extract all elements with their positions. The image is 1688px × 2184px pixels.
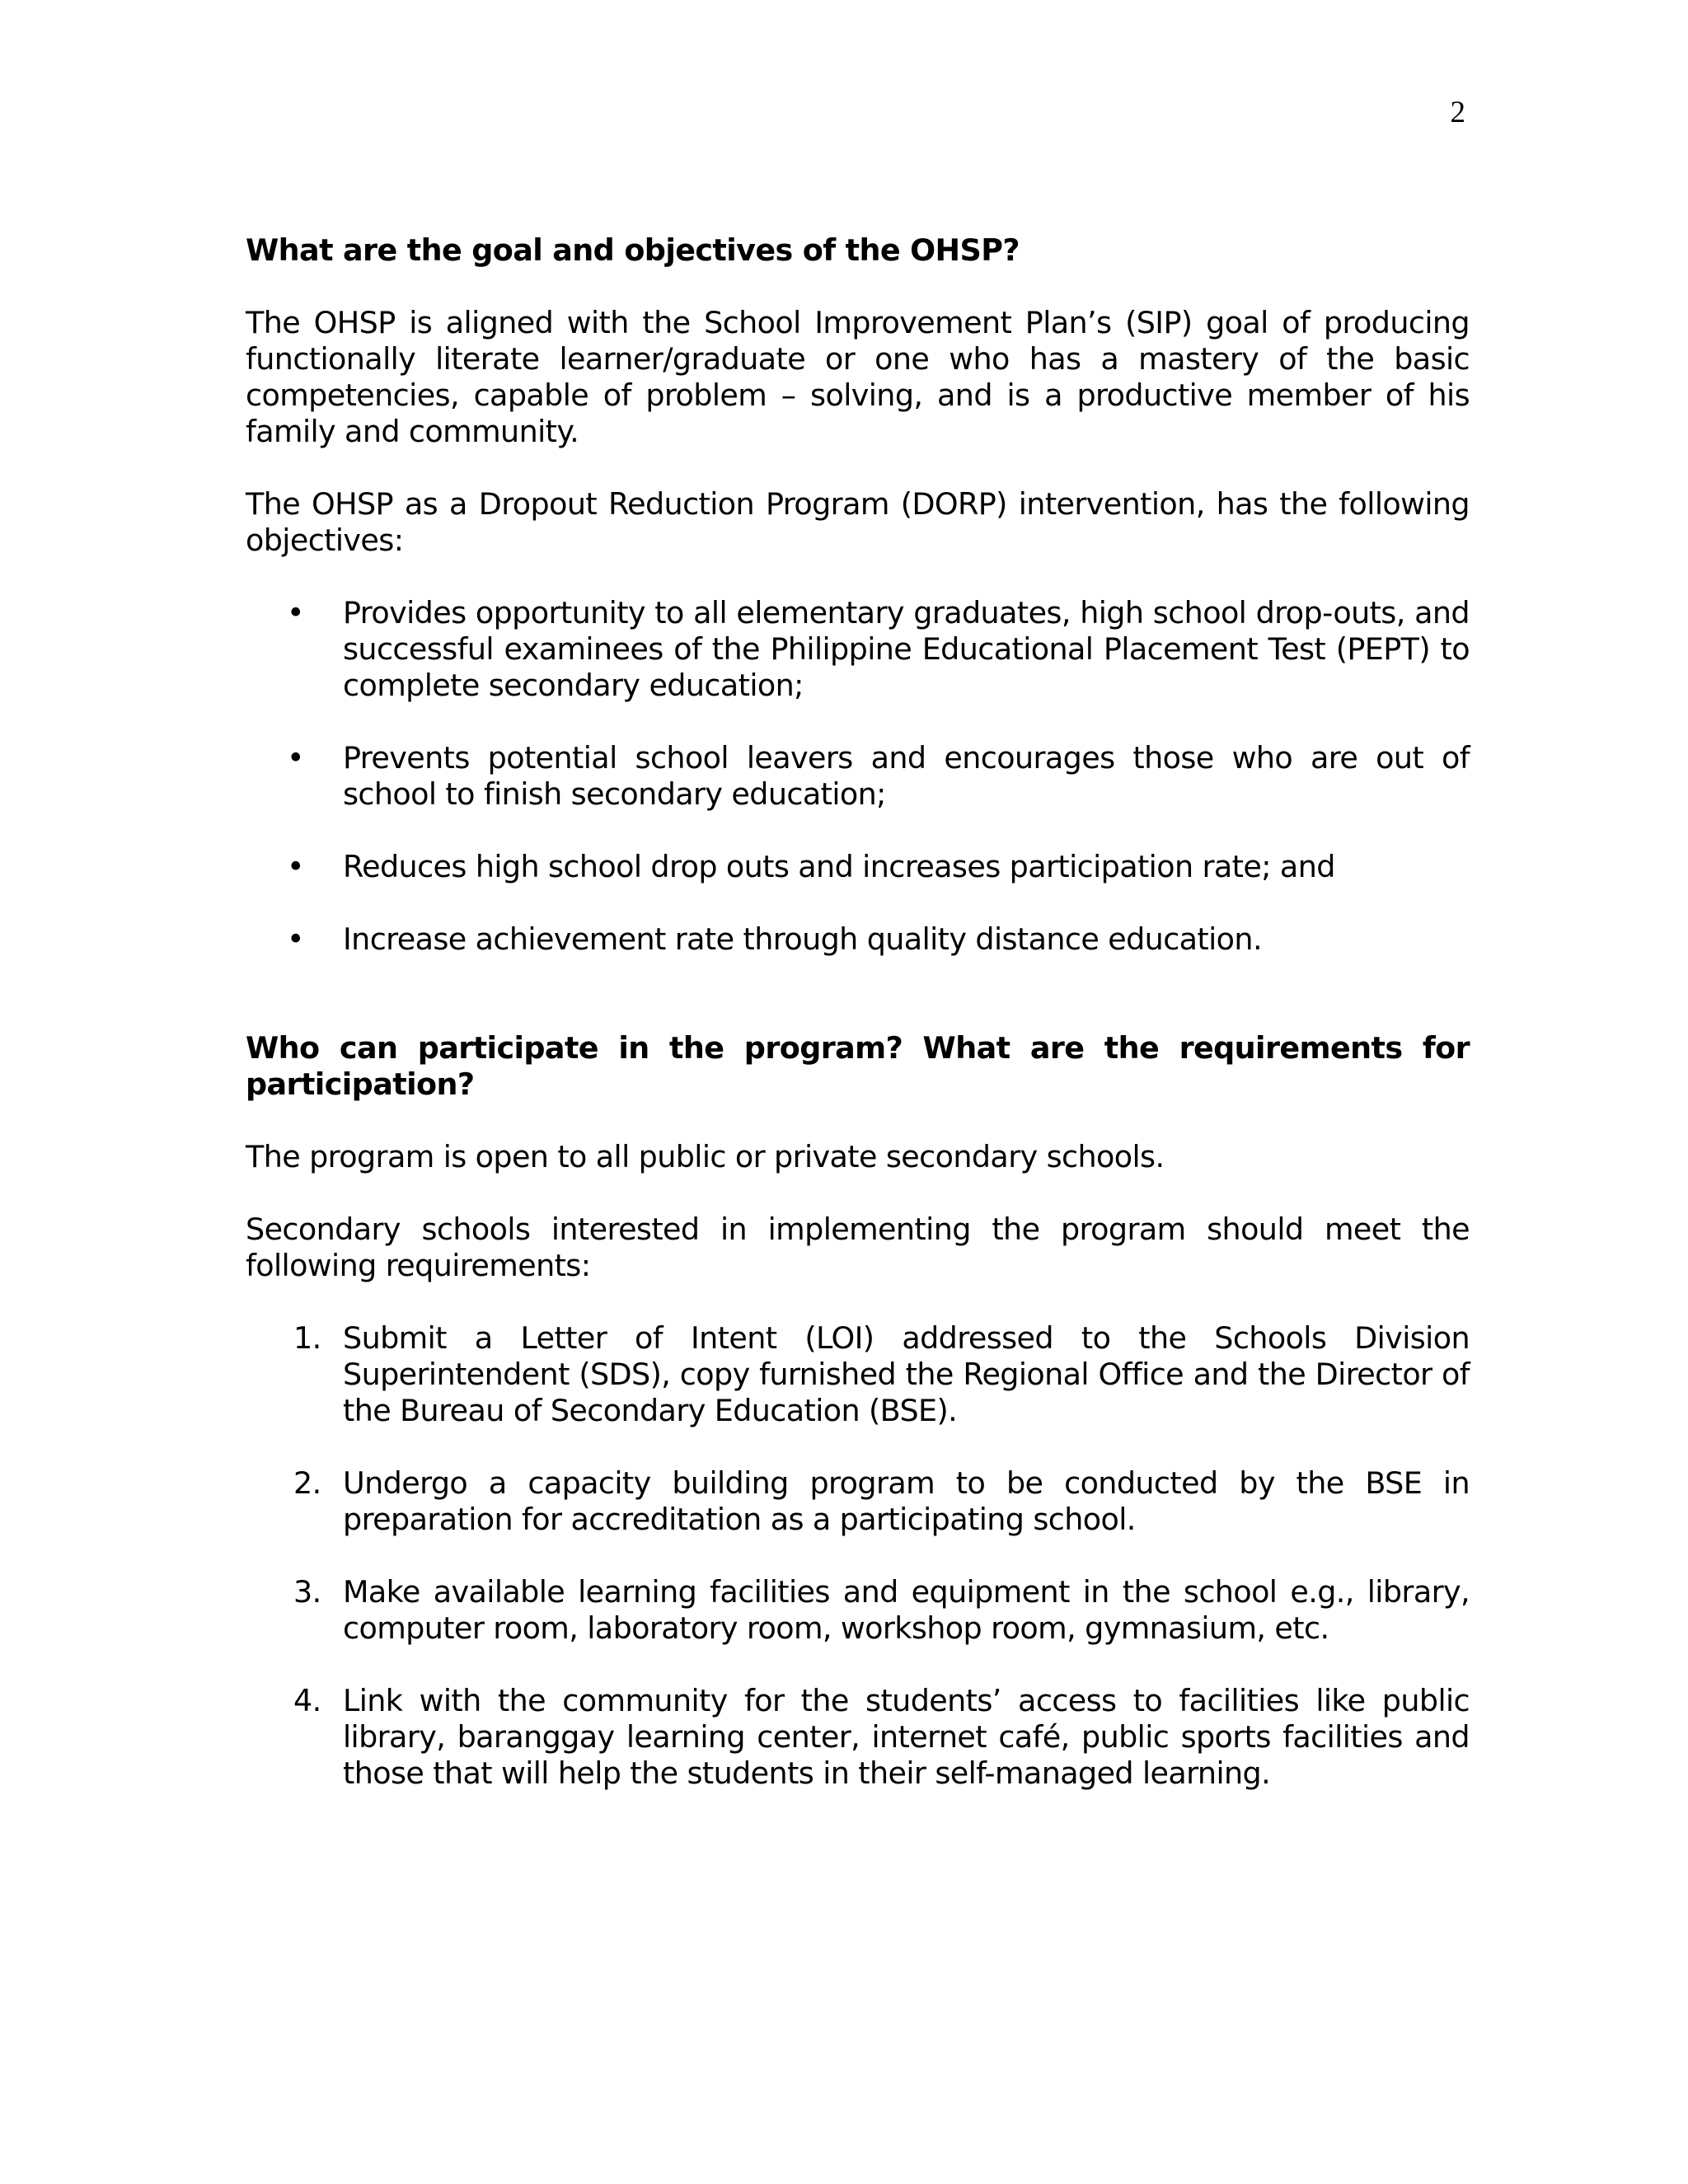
- objective-text: Prevents potential school leavers and encourages those who are out of school to finish secondary education;: [343, 740, 1470, 812]
- page-number: 2: [1450, 96, 1465, 129]
- requirement-item: [246, 1465, 1470, 1538]
- requirement-text: Link with the community for the students’ access to facilities like public library, baranggay learning center, internet café, public sports facilities and those that will help the students in their self-managed learning.: [343, 1683, 1470, 1791]
- requirement-number: 4.: [293, 1683, 321, 1718]
- program-open-paragraph: The program is open to all public or private secondary schools.: [246, 1139, 1165, 1174]
- objectives-list: [246, 595, 1470, 958]
- requirements-list: [246, 1320, 1470, 1792]
- requirement-number: 2.: [293, 1465, 321, 1501]
- objective-text: Increase achievement rate through quality distance education.: [343, 921, 1262, 957]
- requirement-item: [246, 1574, 1470, 1647]
- bullet-marker: •: [287, 740, 304, 776]
- requirement-text: Submit a Letter of Intent (LOI) addressed to the Schools Division Superintendent (SDS), copy furnished the Regional Office and the Director of the Bureau of Secondary Education (BSE).: [343, 1320, 1470, 1428]
- objective-text: Provides opportunity to all elementary graduates, high school drop-outs, and successful examinees of the Philippine Educational Placement Test (PEPT) to complete secondary education;: [343, 595, 1470, 703]
- bullet-marker: •: [287, 921, 304, 957]
- goal-objectives-heading: What are the goal and objectives of the OHSP?: [246, 232, 1020, 268]
- bullet-marker: •: [287, 595, 304, 630]
- objective-item: [246, 740, 1470, 813]
- ohsp-alignment-paragraph: The OHSP is aligned with the School Improvement Plan’s (SIP) goal of producing functionally literate learner/graduate or one who has a mastery of the basic competencies, capable of problem – solving, and is a productive member of his family and community.: [246, 305, 1470, 449]
- requirements-intro: Secondary schools interested in implementing the program should meet the following requirements:: [246, 1212, 1470, 1283]
- requirement-text: Make available learning facilities and equipment in the school e.g., library, computer room, laboratory room, workshop room, gymnasium, etc.: [343, 1574, 1470, 1646]
- requirement-item: [246, 1320, 1470, 1429]
- requirement-number: 3.: [293, 1574, 321, 1610]
- document-body: [246, 232, 1470, 1792]
- bullet-marker: •: [287, 849, 304, 884]
- participation-heading: Who can participate in the program? What are the requirements for participation?: [246, 1030, 1470, 1102]
- objective-item: [246, 921, 1470, 958]
- dorp-objectives-intro: The OHSP as a Dropout Reduction Program (DORP) intervention, has the following objectives:: [246, 486, 1470, 558]
- requirement-item: [246, 1683, 1470, 1792]
- requirement-text: Undergo a capacity building program to be conducted by the BSE in preparation for accreditation as a participating school.: [343, 1465, 1470, 1537]
- requirement-number: 1.: [293, 1320, 321, 1356]
- objective-text: Reduces high school drop outs and increases participation rate; and: [343, 849, 1335, 884]
- objective-item: [246, 849, 1470, 885]
- objective-item: [246, 595, 1470, 704]
